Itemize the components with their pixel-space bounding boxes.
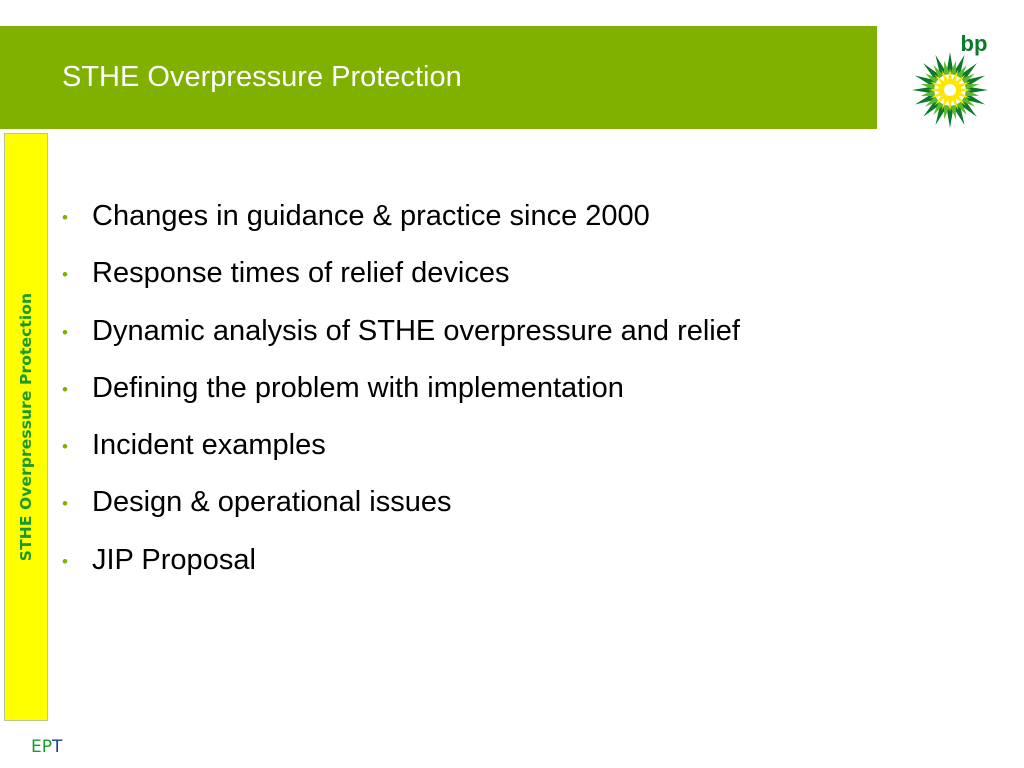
bullet-item	[62, 534, 740, 591]
bullet-text: Design & operational issues	[92, 486, 452, 519]
bullet-list	[62, 190, 740, 591]
bullet-item	[62, 247, 740, 304]
footer-t-text: T	[52, 737, 63, 757]
bullet-text: Changes in guidance & practice since 2000	[92, 200, 650, 232]
bp-logo-text: bp	[960, 31, 988, 56]
bullet-dot-icon: •	[62, 494, 68, 514]
bullet-item	[62, 305, 740, 362]
bullet-text: Dynamic analysis of STHE overpressure and relief	[92, 314, 740, 347]
side-label: STHE Overpressure Protection	[17, 292, 35, 562]
bullet-dot-icon: •	[62, 208, 68, 227]
bullet-dot-icon: •	[62, 437, 68, 457]
bullet-dot-icon: •	[62, 551, 68, 571]
bullet-text: JIP Proposal	[92, 543, 256, 576]
bullet-dot-icon: •	[62, 379, 68, 399]
bullet-text: Incident examples	[92, 429, 326, 462]
side-band	[4, 133, 48, 721]
bullet-item	[62, 419, 740, 476]
bullet-dot-icon: •	[62, 265, 68, 285]
slide-title: STHE Overpressure Protection	[62, 61, 462, 93]
bp-helios-logo-icon	[906, 30, 996, 132]
bullet-text: Defining the problem with implementation	[92, 371, 624, 404]
footer-ep-text: EP	[31, 737, 52, 757]
footer-ept-logo	[31, 737, 62, 757]
bullet-text: Response times of relief devices	[92, 257, 510, 290]
bullet-item	[62, 362, 740, 419]
bullet-dot-icon: •	[62, 322, 68, 342]
bullet-item	[62, 476, 740, 533]
bullet-item	[62, 190, 740, 247]
